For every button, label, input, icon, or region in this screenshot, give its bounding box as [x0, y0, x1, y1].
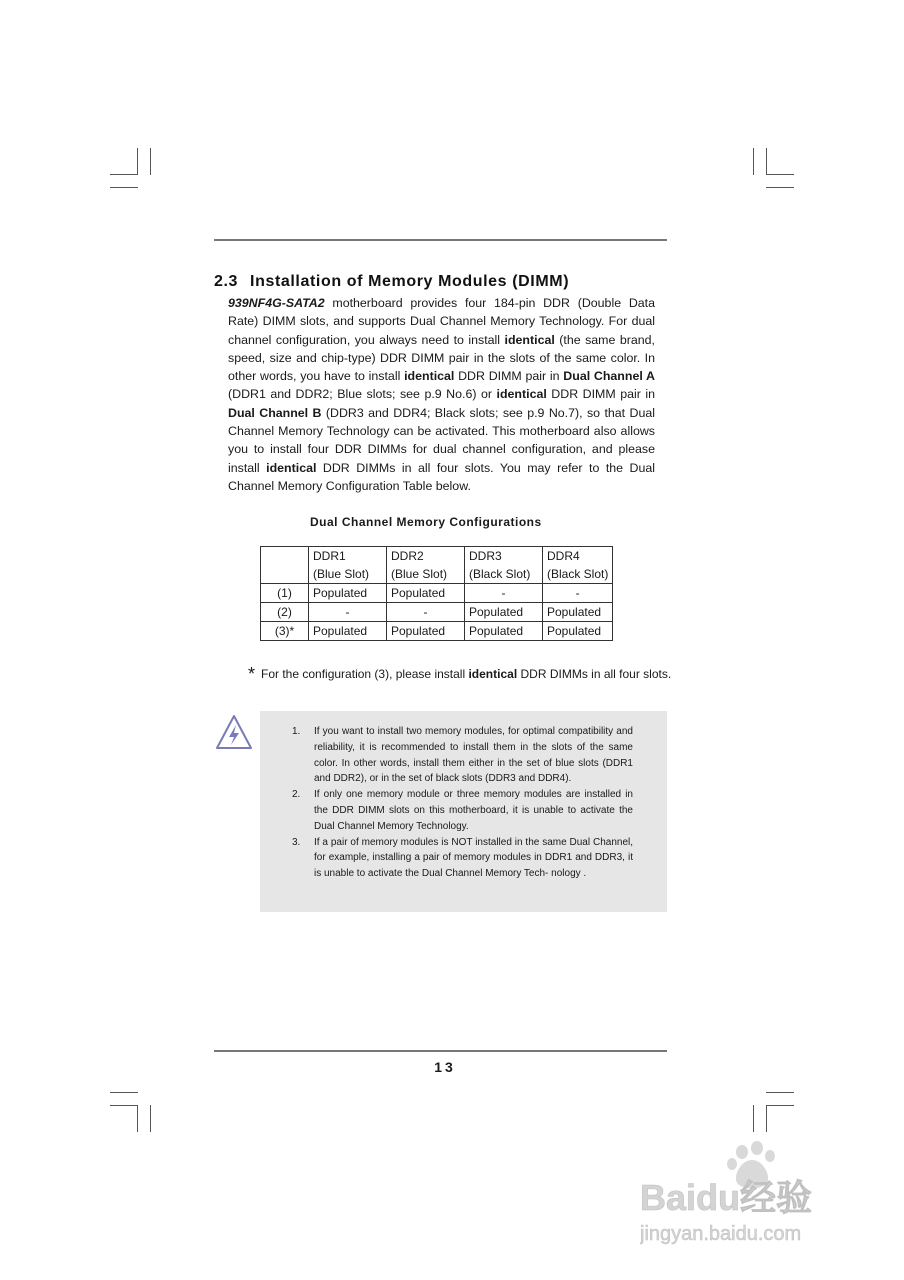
header-cell: DDR3: [465, 547, 543, 566]
intro-text: DDR DIMMs in all four slots. You may refer to the Dual Channel Memory Configuration Table below.: [228, 460, 656, 493]
section-title: Installation of Memory Modules (DIMM): [250, 273, 570, 290]
section-heading: [214, 273, 569, 291]
header-cell: (Blue Slot): [387, 565, 465, 584]
table-cell: Populated: [387, 584, 465, 603]
section-number: 2.3: [214, 273, 239, 290]
header-cell: (Black Slot): [465, 565, 543, 584]
crop-mark: [766, 1092, 794, 1093]
note-number: 3.: [292, 836, 301, 848]
row-label: (2): [261, 603, 309, 622]
table-row: [261, 622, 613, 641]
table-corner-cell: [261, 547, 309, 566]
table-header-row: [261, 547, 613, 566]
emphasis: identical: [468, 667, 518, 681]
page-number: 13: [434, 1059, 456, 1075]
emphasis: identical: [266, 460, 317, 475]
baidu-watermark-logo: [640, 1138, 850, 1248]
note-text: If only one memory module or three memory modules are installed in the DDR DIMM slots on this motherboard, it is unable to activate the Dual Channel Memory Technology.: [314, 789, 633, 832]
crop-mark: [766, 148, 767, 175]
table-cell: Populated: [543, 622, 613, 641]
intro-text: (the same brand, speed, size and chip-type) DDR DIMM pair in the slots of the same color. In other words, you have to install: [228, 332, 655, 384]
header-cell: DDR1: [309, 547, 387, 566]
watermark-url: jingyan.baidu.com: [640, 1223, 802, 1245]
table-cell: Populated: [465, 622, 543, 641]
watermark-brand: Baidu经验: [640, 1177, 813, 1218]
crop-mark: [766, 1105, 767, 1132]
list-item: [292, 787, 633, 834]
footnote-text: DDR DIMMs in all four slots.: [517, 667, 672, 681]
bottom-rule: [214, 1050, 667, 1052]
table-row: [261, 603, 613, 622]
crop-mark: [110, 187, 138, 188]
memory-config-table: [260, 546, 613, 641]
table-cell: Populated: [387, 622, 465, 641]
crop-mark: [753, 148, 754, 175]
crop-mark: [766, 187, 794, 188]
table-row: [261, 584, 613, 603]
table-cell: Populated: [543, 603, 613, 622]
crop-mark: [753, 1105, 754, 1132]
header-cell: DDR2: [387, 547, 465, 566]
notes-list: [292, 724, 633, 882]
crop-mark: [137, 148, 138, 175]
intro-text: (DDR3 and DDR4; Black slots; see p.9 No.7), so that Dual Channel Memory Technology can be activated. This motherboard also allows you to install four DDR DIMMs for dual channel configuration, and please install: [228, 405, 656, 475]
header-cell: (Blue Slot): [309, 565, 387, 584]
crop-mark: [110, 1105, 138, 1106]
intro-text: motherboard provides four 184-pin DDR (Double Data Rate) DIMM slots, and supports Dual Channel Memory Technology. For dual channel configuration, you always need to install: [228, 296, 655, 347]
warning-lightning-icon: [214, 713, 254, 753]
footnote-star: *: [248, 664, 256, 684]
intro-text: (DDR1 and DDR2; Blue slots; see p.9 No.6) or: [228, 387, 497, 402]
crop-mark: [766, 1105, 794, 1106]
header-cell: DDR4: [543, 547, 613, 566]
table-cell: Populated: [309, 622, 387, 641]
note-number: 2.: [292, 789, 301, 801]
table-corner-cell: [261, 565, 309, 584]
note-number: 1.: [292, 726, 301, 737]
crop-mark: [766, 174, 794, 175]
crop-mark: [137, 1105, 138, 1132]
note-text: If a pair of memory modules is NOT installed in the same Dual Channel, for example, installing a pair of memory modules in DDR1 and DDR3, it is unable to activate the Dual Channel Memory Tech- nology .: [314, 836, 633, 880]
intro-text: DDR DIMM pair in: [454, 369, 564, 384]
header-cell: (Black Slot): [543, 565, 613, 584]
list-item: [292, 835, 633, 882]
row-label: (1): [261, 584, 309, 603]
table-header-row: [261, 565, 613, 584]
table-cell: Populated: [309, 584, 387, 603]
crop-mark: [110, 174, 138, 175]
footnote-text: For the configuration (3), please install: [261, 667, 469, 681]
table-cell: -: [387, 603, 465, 622]
emphasis: identical: [504, 332, 555, 347]
crop-mark: [150, 1105, 151, 1132]
table-cell: -: [465, 584, 543, 603]
table-cell: -: [543, 584, 613, 603]
crop-mark: [150, 148, 151, 175]
table-title: Dual Channel Memory Configurations: [310, 515, 542, 529]
list-item: [292, 724, 633, 787]
emphasis: Dual Channel B: [228, 405, 322, 420]
table-cell: -: [309, 603, 387, 622]
intro-text: DDR DIMM pair in: [546, 387, 656, 402]
intro-paragraph: [228, 294, 655, 495]
table-cell: Populated: [465, 603, 543, 622]
note-text: If you want to install two memory modules, for optimal compatibility and reliability, it is recommended to install them in the slots of the same color. In other words, install them either in the set of blue slots (DDR1 and DDR2), or in the set of black slots (DDR3 and DDR4).: [314, 726, 633, 785]
model-name: 939NF4G-SATA2: [228, 296, 325, 310]
emphasis: identical: [404, 369, 455, 384]
footnote: [248, 664, 671, 685]
row-label: (3)*: [261, 622, 309, 641]
emphasis: identical: [496, 387, 547, 402]
crop-mark: [110, 1092, 138, 1093]
emphasis: Dual Channel A: [563, 369, 656, 384]
top-rule: [214, 239, 667, 241]
